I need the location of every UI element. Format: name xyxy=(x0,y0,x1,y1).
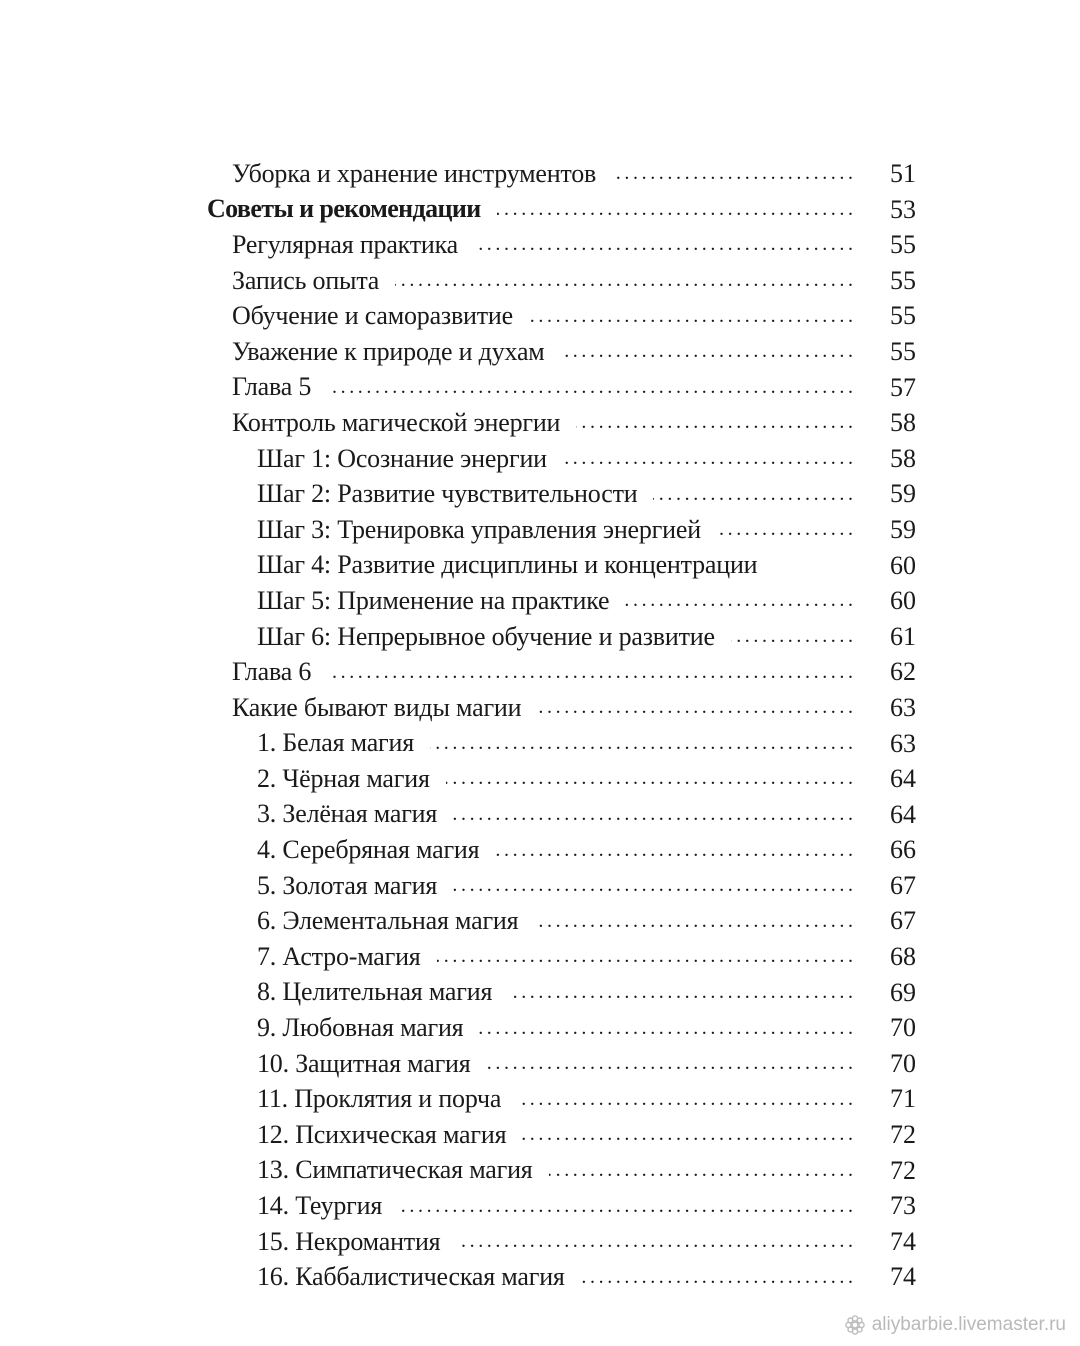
toc-entry-title: 11. Проклятия и порча xyxy=(257,1084,502,1114)
toc-entry-title: 1. Белая магия xyxy=(257,728,414,758)
toc-entry-title-wrap xyxy=(257,548,853,584)
toc-entry-title: Шаг 2: Развитие чувствительности xyxy=(257,479,638,509)
toc-entry-title: Шаг 4: Развитие дисциплины и концентрации xyxy=(257,550,758,580)
toc-entry xyxy=(0,548,1080,584)
toc-dot-leader xyxy=(522,1123,853,1146)
toc-entry xyxy=(0,263,1080,299)
toc-entry-title-wrap xyxy=(257,868,853,904)
toc-entry-title-wrap xyxy=(257,761,853,797)
toc-entry-title-wrap xyxy=(257,1081,853,1117)
toc-entry xyxy=(0,156,1080,192)
toc-entry-title-wrap xyxy=(257,832,853,868)
toc-entry xyxy=(0,512,1080,548)
toc-entry xyxy=(0,690,1080,726)
toc-entry xyxy=(0,1117,1080,1153)
toc-entry xyxy=(0,1188,1080,1224)
toc-entry-page-number: 72 xyxy=(890,1155,916,1185)
toc-entry-page-number: 51 xyxy=(890,159,916,188)
toc-entry xyxy=(0,227,1080,263)
toc-entry-page-number: 66 xyxy=(890,835,916,865)
toc-entry-page-number: 59 xyxy=(890,479,916,509)
toc-entry-title-wrap xyxy=(232,690,853,726)
toc-dot-leader xyxy=(508,981,853,1004)
toc-entry-title: Советы и рекомендации xyxy=(207,194,481,224)
toc-entry-title: 15. Некромантия xyxy=(257,1226,441,1256)
toc-entry-page-number: 73 xyxy=(890,1191,916,1221)
toc-dot-leader xyxy=(446,767,853,790)
toc-entry xyxy=(0,654,1080,690)
toc-entry-page-number: 57 xyxy=(890,372,916,402)
toc-dot-leader xyxy=(495,839,853,862)
toc-entry-page-number: 64 xyxy=(890,799,916,829)
toc-entry-title-wrap xyxy=(257,939,853,975)
toc-dot-leader xyxy=(529,305,853,328)
toc-entry xyxy=(0,726,1080,762)
toc-entry xyxy=(0,583,1080,619)
toc-entry-title: Глава 5 xyxy=(232,372,312,402)
toc-entry xyxy=(0,298,1080,334)
toc-entry-title: Обучение и саморазвитие xyxy=(232,301,513,331)
toc-entry-title-wrap xyxy=(232,156,853,192)
toc-entry-page-number: 55 xyxy=(890,301,916,331)
toc-dot-leader xyxy=(537,696,853,719)
toc-entry-page-number: 63 xyxy=(890,728,916,758)
toc-dot-leader xyxy=(612,162,853,185)
toc-entry-page-number: 72 xyxy=(890,1120,916,1150)
toc-entry xyxy=(0,619,1080,655)
toc-entry-page-number: 60 xyxy=(890,550,916,580)
toc-entry xyxy=(0,1259,1080,1295)
toc-entry xyxy=(0,1010,1080,1046)
toc-entry xyxy=(0,797,1080,833)
toc-entry-title-wrap xyxy=(232,334,853,370)
toc-entry-title: 3. Зелёная магия xyxy=(257,799,438,829)
toc-entry xyxy=(0,441,1080,477)
toc-entry xyxy=(0,1046,1080,1082)
toc-entry xyxy=(0,1153,1080,1189)
flower-logo-icon xyxy=(844,1314,866,1336)
toc-dot-leader xyxy=(398,1195,853,1218)
toc-entry-title-wrap xyxy=(257,797,853,833)
toc-entry-title-wrap xyxy=(257,583,853,619)
toc-dot-leader xyxy=(576,411,853,434)
toc-entry xyxy=(0,1081,1080,1117)
toc-entry xyxy=(0,761,1080,797)
toc-entry-title: 9. Любовная магия xyxy=(257,1013,464,1043)
toc-dot-leader xyxy=(534,910,853,933)
toc-entry-page-number: 69 xyxy=(890,977,916,1007)
toc-entry-title: Шаг 6: Непрерывное обучение и развитие xyxy=(257,621,715,651)
toc-entry xyxy=(0,939,1080,975)
toc-entry-title-wrap xyxy=(257,726,853,762)
toc-dot-leader xyxy=(453,874,853,897)
toc-entry-title: Глава 6 xyxy=(232,657,312,687)
toc-entry-title-wrap xyxy=(257,903,853,939)
toc-entry-title: Какие бывают виды магии xyxy=(232,692,522,722)
toc-entry-page-number: 53 xyxy=(890,194,916,224)
toc-entry xyxy=(0,192,1080,228)
toc-entry-title-wrap xyxy=(207,192,853,228)
toc-dot-leader xyxy=(395,269,853,292)
toc-entry-page-number: 64 xyxy=(890,764,916,794)
toc-entry-title: Контроль магической энергии xyxy=(232,407,561,437)
toc-entry-page-number: 55 xyxy=(890,336,916,366)
toc-entry-title-wrap xyxy=(257,1224,853,1260)
toc-entry-title-wrap xyxy=(232,405,853,441)
toc-entry-title-wrap xyxy=(257,1188,853,1224)
toc-entry xyxy=(0,334,1080,370)
toc-entry-page-number: 71 xyxy=(890,1084,916,1114)
toc-dot-leader xyxy=(717,518,853,541)
toc-entry-title: 13. Симпатическая магия xyxy=(257,1155,533,1185)
toc-entry-page-number: 62 xyxy=(890,657,916,687)
toc-entry-title-wrap xyxy=(257,1046,853,1082)
watermark xyxy=(844,1314,1066,1336)
toc-entry-title-wrap xyxy=(257,1259,853,1295)
toc-entry-title: 5. Золотая магия xyxy=(257,870,438,900)
toc-dot-leader xyxy=(581,1266,853,1289)
toc-entry-title: Запись опыта xyxy=(232,265,380,295)
toc-entry-page-number: 74 xyxy=(890,1262,916,1292)
watermark-text: aliybarbie.livemaster.ru xyxy=(871,1314,1066,1335)
toc-entry-page-number: 70 xyxy=(890,1048,916,1078)
toc-entry-title-wrap xyxy=(257,1153,853,1189)
toc-entry-page-number: 60 xyxy=(890,586,916,616)
toc-entry-title: 6. Элементальная магия xyxy=(257,906,519,936)
toc-entry-title: Уборка и хранение инструментов xyxy=(232,158,597,188)
toc-entry-page-number: 55 xyxy=(890,230,916,260)
toc-entry-title-wrap xyxy=(257,512,853,548)
toc-dot-leader xyxy=(327,376,853,399)
toc-dot-leader xyxy=(474,233,853,256)
toc-entry-title: Шаг 5: Применение на практике xyxy=(257,585,610,615)
toc-entry-title-wrap xyxy=(257,476,853,512)
toc-dot-leader xyxy=(625,589,853,612)
toc-entry xyxy=(0,1224,1080,1260)
toc-entry-title-wrap xyxy=(232,227,853,263)
toc-entry-page-number: 58 xyxy=(890,408,916,438)
toc-entry-title-wrap xyxy=(257,619,853,655)
toc-entry-title: 16. Каббалистическая магия xyxy=(257,1262,565,1292)
toc-entry-title: 12. Психическая магия xyxy=(257,1119,507,1149)
toc-entry xyxy=(0,370,1080,406)
toc-entry xyxy=(0,975,1080,1011)
toc-entry-title: 14. Теургия xyxy=(257,1191,383,1221)
toc-entry-title: Шаг 3: Тренировка управления энергией xyxy=(257,514,701,544)
toc-entry-title: 4. Серебряная магия xyxy=(257,835,480,865)
toc-entry-title-wrap xyxy=(257,441,853,477)
toc-entry-page-number: 58 xyxy=(890,443,916,473)
toc-entry-title: Шаг 1: Осознание энергии xyxy=(257,443,547,473)
toc-dot-leader xyxy=(731,625,853,648)
toc-entry-title-wrap xyxy=(232,298,853,334)
toc-entry-title-wrap xyxy=(257,1010,853,1046)
toc-entry-page-number: 74 xyxy=(890,1226,916,1256)
toc-dot-leader xyxy=(563,447,853,470)
toc-entry-page-number: 63 xyxy=(890,692,916,722)
toc-entry xyxy=(0,405,1080,441)
toc-entry-title: 10. Защитная магия xyxy=(257,1048,471,1078)
toc-entry xyxy=(0,832,1080,868)
toc-dot-leader xyxy=(517,1088,853,1111)
toc-dot-leader xyxy=(653,483,853,506)
toc-entry-title: Уважение к природе и духам xyxy=(232,336,545,366)
toc-dot-leader xyxy=(430,732,853,755)
toc-entry-page-number: 55 xyxy=(890,265,916,295)
toc-entry-title: Регулярная практика xyxy=(232,229,459,259)
toc-dot-leader xyxy=(453,803,853,826)
toc-entry xyxy=(0,868,1080,904)
toc-dot-leader xyxy=(456,1230,853,1253)
toc-entry-page-number: 61 xyxy=(890,621,916,651)
toc-dot-leader xyxy=(497,198,853,221)
toc-dot-leader xyxy=(561,340,853,363)
toc-entry-title-wrap xyxy=(257,1117,853,1153)
toc-entry-page-number: 67 xyxy=(890,906,916,936)
toc-entry xyxy=(0,476,1080,512)
toc-entry-title: 8. Целительная магия xyxy=(257,977,493,1007)
toc-entry-title: 2. Чёрная магия xyxy=(257,763,430,793)
toc-entry-page-number: 70 xyxy=(890,1013,916,1043)
toc-dot-leader xyxy=(437,945,853,968)
toc-dot-leader xyxy=(479,1017,853,1040)
toc-entry-page-number: 67 xyxy=(890,870,916,900)
toc-entry xyxy=(0,903,1080,939)
toc-entry-title-wrap xyxy=(232,263,853,299)
toc-dot-leader xyxy=(487,1052,853,1075)
toc-entry-page-number: 59 xyxy=(890,514,916,544)
toc-entry-title-wrap xyxy=(257,975,853,1011)
toc-entry-title-wrap xyxy=(232,370,853,406)
toc-entry-page-number: 68 xyxy=(890,942,916,972)
toc-entry-title: 7. Астро-магия xyxy=(257,941,421,971)
toc-dot-leader xyxy=(549,1159,853,1182)
table-of-contents xyxy=(0,156,1080,1295)
toc-entry-title-wrap xyxy=(232,654,853,690)
toc-dot-leader xyxy=(327,661,853,684)
